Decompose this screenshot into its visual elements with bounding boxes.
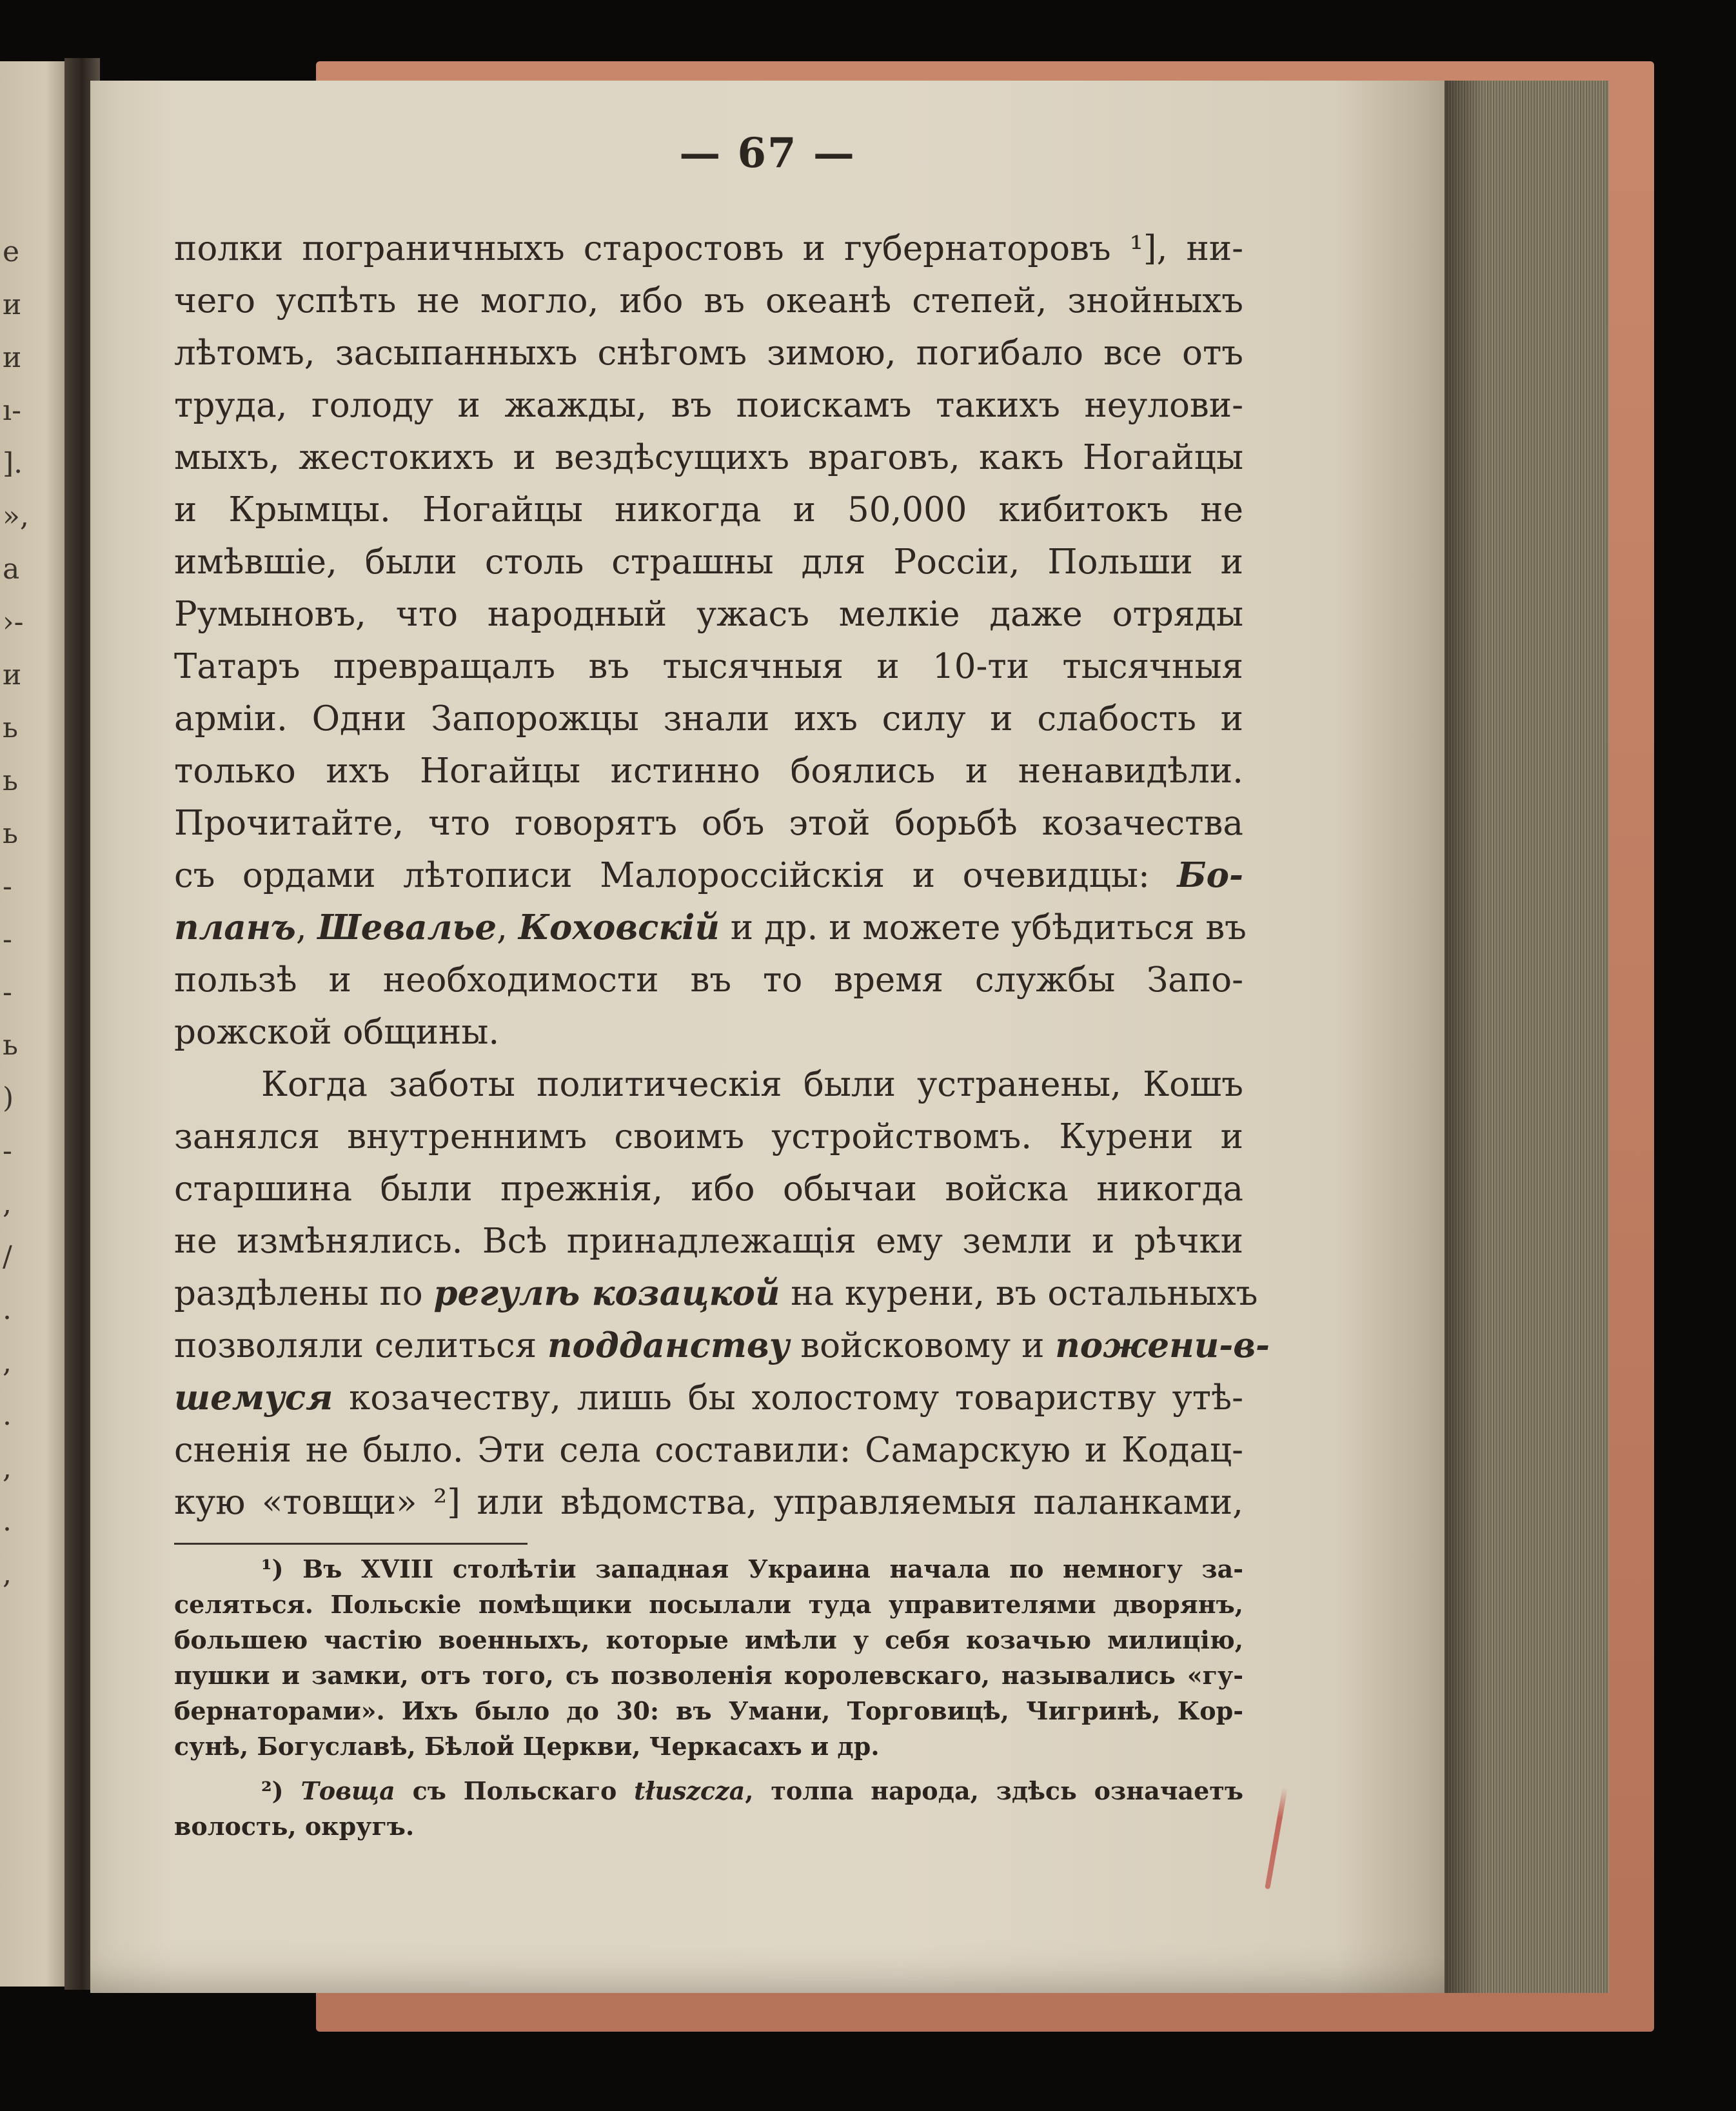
text-run: съ Польскаго — [395, 1776, 635, 1805]
footnote-line: пушки и замки, отъ того, съ позволенія королевскаго, назывались «гу- — [174, 1661, 1243, 1690]
text-line: арміи. Одни Запорожцы знали ихъ силу и слабость и — [174, 699, 1243, 738]
text-line: пользѣ и необходимости въ то время службы Запо- — [174, 960, 1243, 1000]
page-number: — 67 — — [679, 129, 856, 177]
left-edge-char: ь — [3, 711, 18, 744]
text-line: труда, голоду и жажды, въ поискамъ такихъ неулови- — [174, 386, 1243, 425]
left-edge-char: и — [3, 659, 22, 691]
text-line: кую «товщи» ²] или вѣдомства, управляемыя паланками, — [174, 1483, 1243, 1522]
italic-name: Бо- — [1177, 855, 1243, 895]
left-edge-char: , — [3, 1187, 12, 1220]
footnote-line: большею частію военныхъ, которые имѣли у себя козачью милицію, — [174, 1625, 1243, 1654]
text-line — [174, 1320, 1270, 1372]
text-run: козачеству, лишь бы холостому товариству утѣ- — [333, 1378, 1243, 1418]
text-line — [174, 849, 1243, 902]
text-line: полки пограничныхъ старостовъ и губернаторовъ ¹], ни- — [174, 229, 1243, 268]
left-edge-char: а — [3, 553, 20, 586]
footnote-line: селяться. Польскіе помѣщики посылали туда управителями дворянъ, — [174, 1590, 1243, 1619]
text-line — [174, 1267, 1258, 1320]
text-line: и Крымцы. Ногайцы никогда и 50,000 кибитокъ не — [174, 490, 1243, 530]
italic-name: Шевалье — [317, 907, 497, 947]
text-line — [174, 1372, 1243, 1424]
text-run: , толпа народа, здѣсь означаетъ — [745, 1776, 1243, 1805]
italic-term: шемуся — [174, 1378, 333, 1418]
left-edge-char: ь — [3, 764, 18, 797]
text-line: занялся внутреннимъ своимъ устройствомъ. Курени и — [174, 1117, 1243, 1156]
left-edge-char: ь — [3, 817, 18, 850]
text-line: Когда заботы политическія были устранены, Кошъ — [261, 1065, 1243, 1104]
italic-term: подданству — [547, 1325, 790, 1365]
text-run: съ ордами лѣтописи Малороссійскія и очевидцы: — [174, 856, 1150, 895]
left-edge-char: », — [3, 500, 29, 533]
text-line: только ихъ Ногайцы истинно боялись и ненавидѣли. — [174, 751, 1243, 791]
left-edge-char: ]. — [3, 447, 23, 480]
left-page-edge-text — [0, 61, 29, 1987]
left-edge-char: ь — [3, 1029, 18, 1062]
left-edge-char: и — [3, 341, 22, 374]
text-line: сненія не было. Эти села составили: Самарскую и Кодац- — [174, 1431, 1243, 1470]
text-line: Татаръ превращалъ въ тысячныя и 10-ти тысячныя — [174, 647, 1243, 686]
italic-term: пожени-в- — [1055, 1325, 1270, 1365]
body-text — [174, 223, 1270, 1529]
left-edge-char: ı- — [3, 394, 21, 427]
left-edge-char: - — [3, 923, 12, 956]
footnote-rule — [174, 1543, 528, 1545]
text-run: , — [295, 908, 318, 947]
left-edge-char: ) — [3, 1082, 14, 1115]
footnote-line: бернаторами». Ихъ было до 30: въ Умани, Торговицѣ, Чигринѣ, Кор- — [174, 1696, 1243, 1725]
footnotes — [174, 1551, 1243, 1844]
footnote-line — [174, 1773, 1243, 1809]
text-line: рожской общины. — [174, 1013, 500, 1052]
text-run: раздѣлены по — [174, 1274, 434, 1313]
text-run: ²) — [261, 1776, 301, 1805]
text-line: мыхъ, жестокихъ и вездѣсущихъ враговъ, какъ Ногайцы — [174, 438, 1243, 477]
left-edge-char: , — [3, 1346, 12, 1379]
left-edge-char: . — [3, 1399, 12, 1432]
italic-term: регулѣ козацкой — [433, 1273, 780, 1313]
left-edge-char: - — [3, 976, 12, 1009]
left-edge-char: . — [3, 1505, 12, 1538]
text-run: позволяли селиться — [174, 1326, 548, 1365]
text-line: чего успѣть не могло, ибо въ океанѣ степей, знойныхъ — [174, 281, 1243, 321]
left-edge-char: и — [3, 288, 22, 321]
italic-term: Товща — [301, 1776, 395, 1805]
text-line: не измѣнялись. Всѣ принадлежащія ему земли и рѣчки — [174, 1222, 1243, 1261]
left-edge-char: - — [3, 1135, 12, 1167]
text-run: и др. и можете убѣдиться въ — [719, 908, 1247, 947]
text-run: войсковому и — [789, 1326, 1056, 1365]
text-line — [174, 902, 1247, 954]
text-run: , — [497, 908, 518, 947]
left-edge-char: , — [3, 1452, 12, 1485]
text-line: Прочитайте, что говорятъ объ этой борьбѣ козачества — [174, 804, 1243, 843]
text-line: лѣтомъ, засыпанныхъ снѣгомъ зимою, погибало все отъ — [174, 333, 1243, 373]
text-line: Румыновъ, что народный ужасъ мелкіе даже отряды — [174, 595, 1243, 634]
italic-term: tłuszcza — [634, 1776, 745, 1805]
footnote-line: ¹) Въ XVIII столѣтіи западная Украина начала по немногу за- — [261, 1554, 1243, 1583]
text-line: имѣвшіе, были столь страшны для Россіи, Польши и — [174, 542, 1243, 582]
left-edge-char: , — [3, 1558, 12, 1591]
footnote-line: сунѣ, Богуславѣ, Бѣлой Церкви, Черкасахъ и др. — [174, 1732, 880, 1761]
left-edge-char: - — [3, 870, 12, 903]
text-line: старшина были прежнія, ибо обычаи войска никогда — [174, 1169, 1243, 1209]
italic-name: Коховскій — [518, 907, 720, 947]
left-edge-char: е — [3, 235, 20, 268]
page-block-shadow — [1445, 81, 1483, 1993]
left-edge-char: / — [3, 1240, 12, 1273]
text-run: на курени, въ остальныхъ — [780, 1274, 1258, 1313]
left-edge-char: ›- — [3, 606, 24, 639]
italic-name: планъ — [174, 907, 296, 947]
footnote-line: волость, округъ. — [174, 1812, 415, 1841]
left-edge-char: . — [3, 1293, 12, 1326]
